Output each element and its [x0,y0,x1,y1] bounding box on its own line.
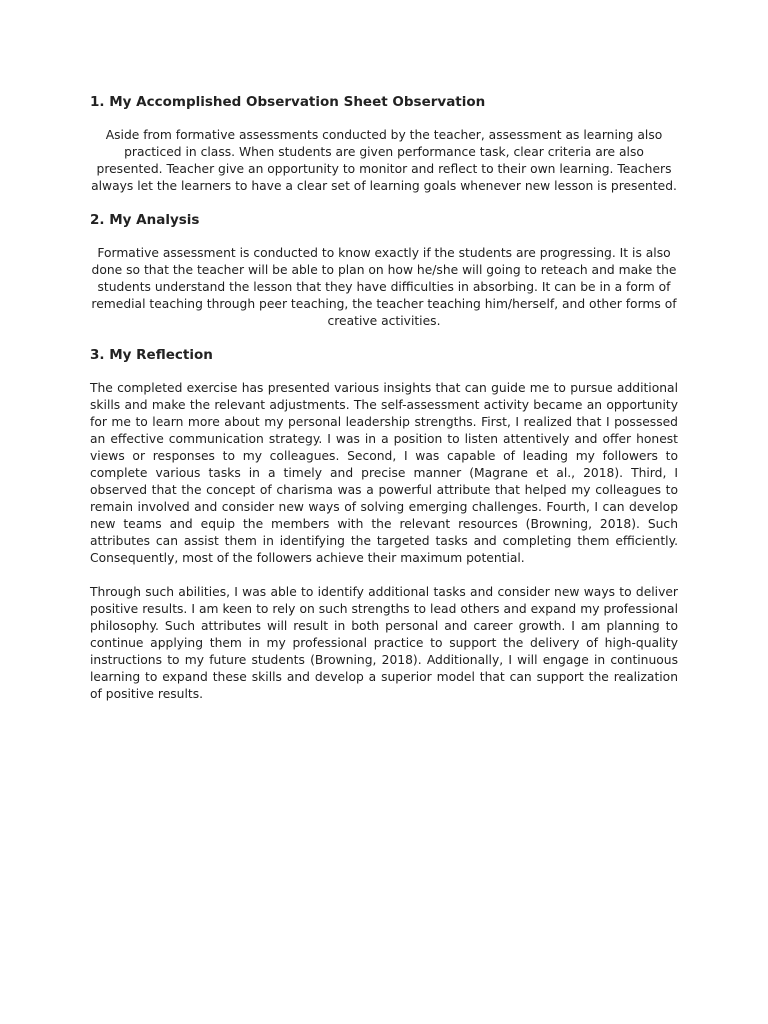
section-heading-analysis: 2. My Analysis [90,212,200,228]
analysis-paragraph: Formative assessment is conducted to know exactly if the students are progressing. It is also done so that the teacher will be able to plan on how he/she will going to reteach and make the students understand the lesson that they have difficulties in absorbing. It can be in a form of remedial teaching through peer teaching, the teacher teaching him/herself, and other forms of creative activities. [91,246,677,328]
document-content [90,94,678,703]
reflection-paragraph-1: The completed exercise has presented various insights that can guide me to pursue additional skills and make the relevant adjustments. The self-assessment activity became an opportunity for me to learn more about my personal leadership strengths. First, I realized that I possessed an effective communication strategy. I was in a position to listen attentively and offer honest views or responses to my colleagues. Second, I was capable of leading my followers to complete various tasks in a timely and precise manner (Magrane et al., 2018). Third, I observed that the concept of charisma was a powerful attribute that helped my colleagues to remain involved and consider new ways of solving emerging challenges. Fourth, I can develop new teams and equip the members with the relevant resources (Browning, 2018). Such attributes can assist them in identifying the targeted tasks and completing them efficiently. Consequently, most of the followers achieve their maximum potential. [90,381,678,565]
observation-paragraph: Aside from formative assessments conducted by the teacher, assessment as learning also practiced in class. When students are given performance task, clear criteria are also presented. Teacher give an opportunity to monitor and reflect to their own learning. Teachers always let the learners to have a clear set of learning goals whenever new lesson is presented. [91,128,677,193]
section-heading-reflection: 3. My Reflection [90,347,213,363]
reflection-paragraph-2: Through such abilities, I was able to identify additional tasks and consider new ways to deliver positive results. I am keen to rely on such strengths to lead others and expand my professional philosophy. Such attributes will result in both personal and career growth. I am planning to continue applying them in my professional practice to support the delivery of high-quality instructions to my future students (Browning, 2018). Additionally, I will engage in continuous learning to expand these skills and develop a superior model that can support the realization of positive results. [90,585,678,701]
section-heading-observation: 1. My Accomplished Observation Sheet Observation [90,94,486,110]
